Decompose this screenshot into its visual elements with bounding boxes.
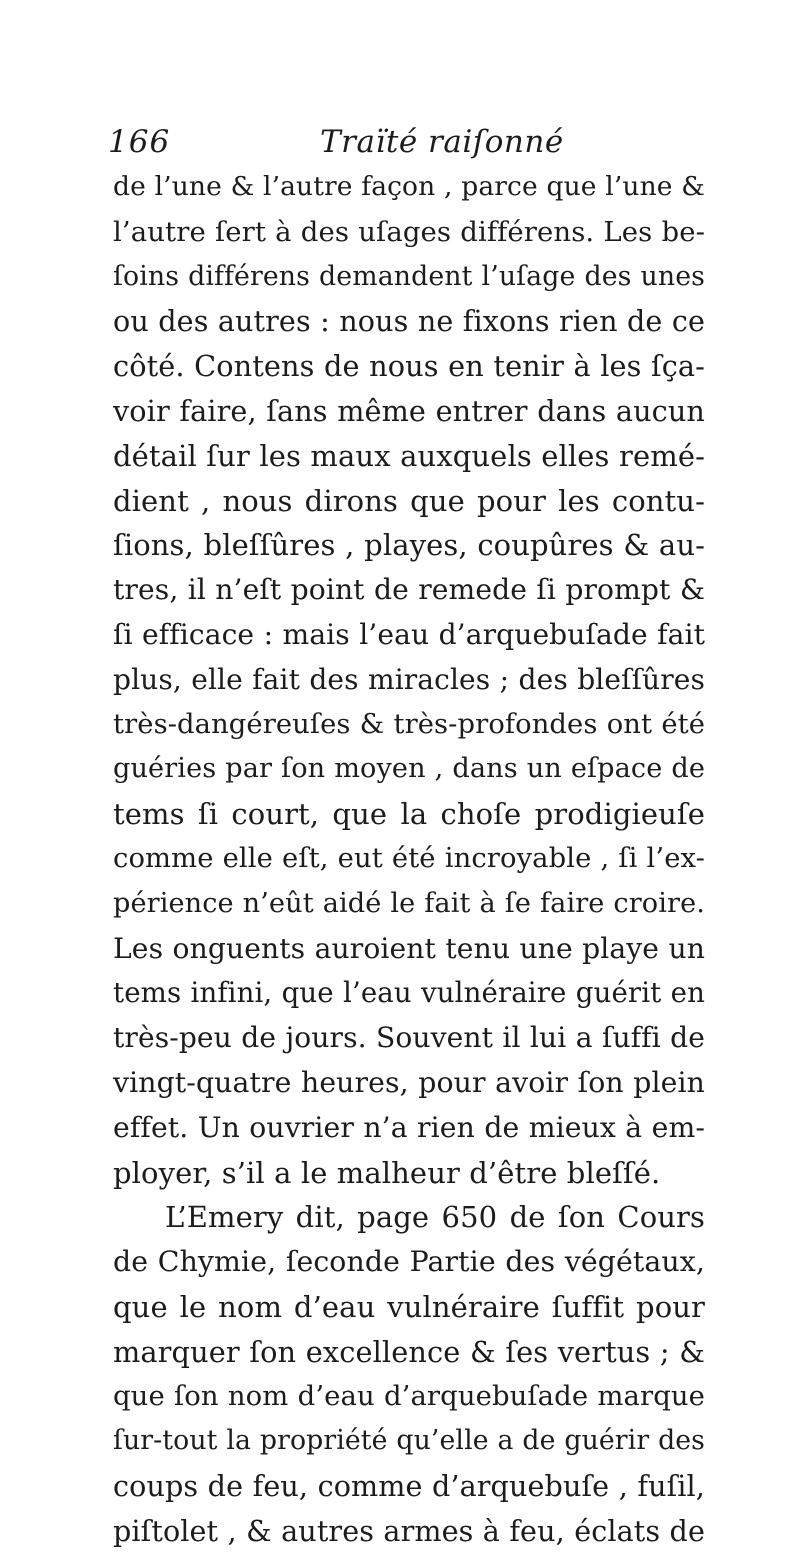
text-line: piſtolet , & autres armes à feu, éclats de — [113, 1513, 705, 1548]
text-line: détail ſur les maux auxquels elles remé- — [113, 438, 705, 473]
text-line: tems infini, que l’eau vulnéraire guérit en — [113, 976, 705, 1010]
text-line: très-dangéreuſes & très-profondes ont été — [113, 708, 705, 740]
text-line: guéries par ſon moyen , dans un eſpace de — [113, 753, 705, 785]
text-line: que le nom d’eau vulnéraire ſuffit pour — [113, 1289, 705, 1324]
body-text — [113, 165, 705, 1554]
text-line: côté. Contens de nous en tenir à les ſça- — [113, 349, 705, 384]
running-title: Traïté raiſonné — [320, 124, 564, 160]
text-line: marquer ſon excellence & ſes vertus ; & — [113, 1334, 705, 1369]
text-line: ſur-tout la propriété qu’elle a de guérir des — [113, 1425, 705, 1457]
text-line: périence n’eût aidé le fait à ſe faire croire. — [113, 887, 705, 919]
text-line: ou des autres : nous ne fixons rien de ce — [113, 304, 705, 339]
text-line: voir faire, ſans même entrer dans aucun — [113, 393, 705, 428]
page-number: 166 — [108, 124, 171, 160]
text-line: dient , nous dirons que pour les contu- — [113, 483, 705, 518]
text-line: de l’une & l’autre façon , parce que l’une & — [113, 171, 705, 202]
text-line: l’autre ſert à des uſages différens. Les be- — [113, 215, 705, 248]
text-line: Les onguents auroient tenu une playe un — [113, 931, 705, 965]
text-line: de Chymie, ſeconde Partie des végétaux, — [113, 1245, 705, 1279]
text-line: vingt-quatre heures, pour avoir ſon plein — [113, 1065, 705, 1099]
text-line: tres, il n’eſt point de remede ſi prompt & — [113, 573, 705, 607]
text-line: comme elle eſt, eut été incroyable , ſi l’ex- — [113, 842, 705, 874]
text-line: L’Emery dit, page 650 de ſon Cours — [165, 1200, 705, 1235]
text-line: ſoins différens demandent l’uſage des unes — [113, 260, 705, 292]
text-line: ſions, bleſſûres , playes, coupûres & au- — [113, 528, 705, 563]
text-line: coups de feu, comme d’arquebuſe , fuſil, — [113, 1469, 705, 1504]
text-line: tems ſi court, que la choſe prodigieuſe — [113, 797, 705, 832]
text-line: plus, elle fait des miracles ; des bleſſûres — [113, 662, 705, 696]
text-line: ployer, s’il a le malheur d’être bleſſé. — [113, 1155, 661, 1190]
text-line: très-peu de jours. Souvent il lui a ſuffi de — [113, 1021, 705, 1055]
text-line: ſi efficace : mais l’eau d’arquebuſade fait — [113, 617, 705, 651]
text-line: effet. Un ouvrier n’a rien de mieux à em- — [113, 1110, 705, 1144]
text-line: que ſon nom d’eau d’arquebuſade marque — [113, 1380, 705, 1412]
